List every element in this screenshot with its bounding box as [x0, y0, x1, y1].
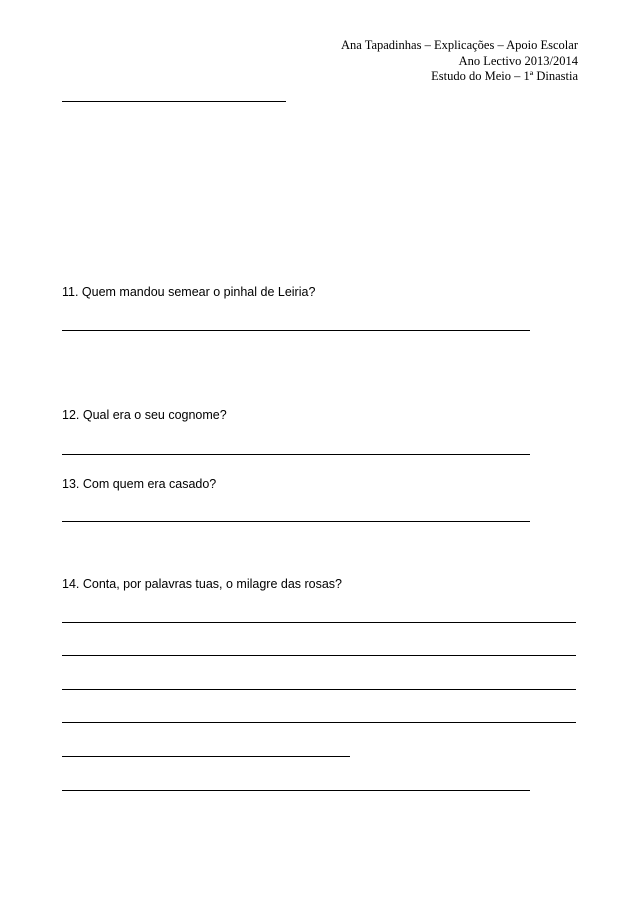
answer-line-top[interactable]: [62, 101, 286, 102]
question-14: 14. Conta, por palavras tuas, o milagre das rosas?: [62, 577, 343, 591]
answer-line-q13[interactable]: [62, 521, 530, 522]
answer-line-q14-1[interactable]: [62, 622, 576, 623]
question-11: 11. Quem mandou semear o pinhal de Leiria?: [62, 285, 316, 299]
question-12: 12. Qual era o seu cognome?: [62, 408, 227, 422]
answer-line-q14-3[interactable]: [62, 689, 576, 690]
answer-line-q14-5[interactable]: [62, 756, 350, 757]
question-13: 13. Com quem era casado?: [62, 477, 217, 491]
header-school-year: Ano Lectivo 2013/2014: [458, 53, 578, 68]
header-subject: Estudo do Meio – 1ª Dinastia: [431, 69, 578, 83]
answer-line-q14-2[interactable]: [62, 655, 576, 656]
answer-line-q14-6[interactable]: [62, 790, 530, 791]
header-author-line: Ana Tapadinhas – Explicações – Apoio Escolar: [340, 38, 578, 52]
answer-line-q12[interactable]: [62, 454, 530, 455]
answer-line-q11[interactable]: [62, 330, 530, 331]
document-header: [341, 38, 578, 85]
answer-line-q14-4[interactable]: [62, 722, 576, 723]
